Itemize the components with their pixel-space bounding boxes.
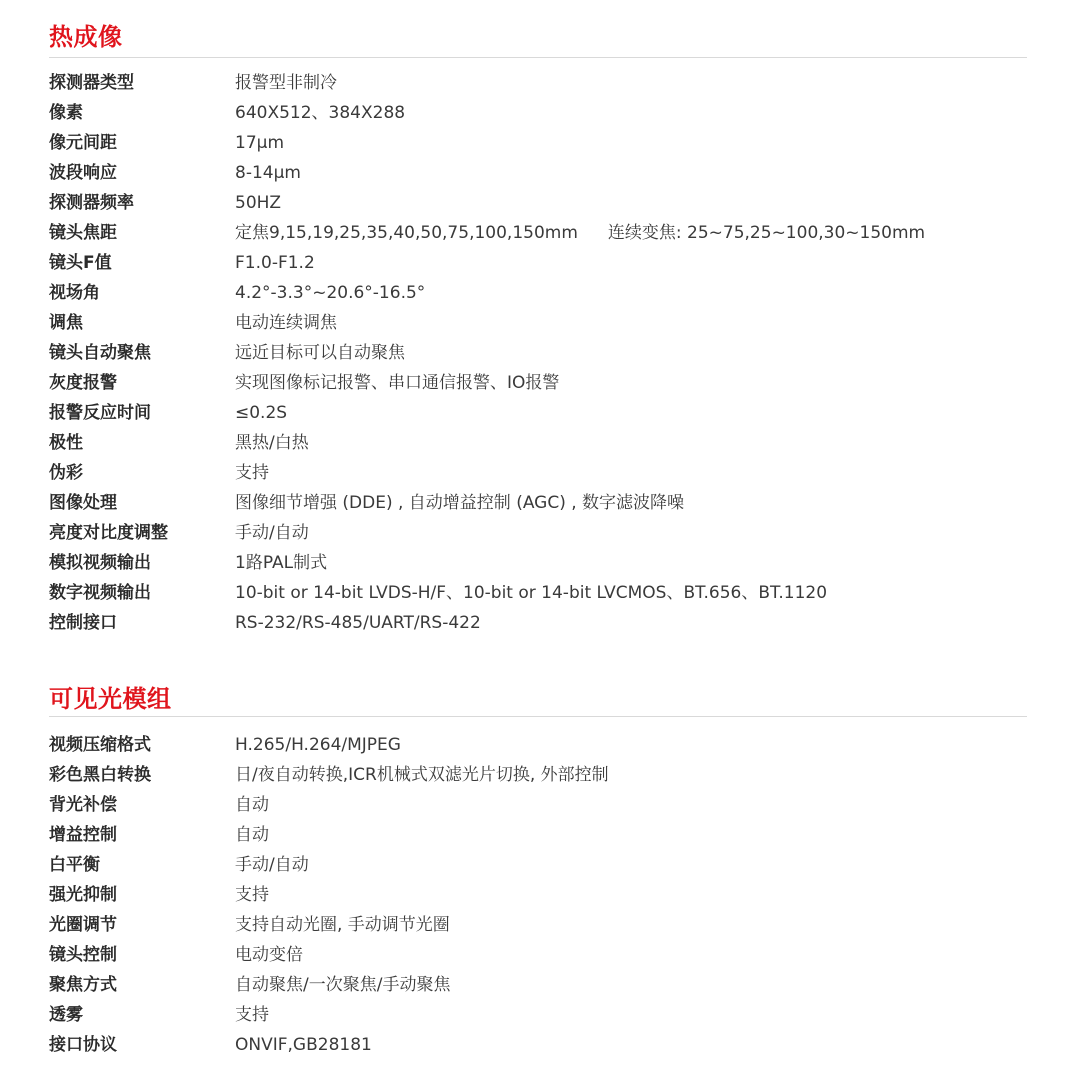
spec-value: H.265/H.264/MJPEG <box>235 735 401 755</box>
spec-label: 探测器频率 <box>49 193 134 213</box>
spec-row <box>49 608 1027 638</box>
spec-row <box>49 368 1027 398</box>
spec-row <box>49 68 1027 98</box>
spec-row <box>49 910 1027 940</box>
spec-value-fixed-focus: 定焦9,15,19,25,35,40,50,75,100,150mm <box>235 223 578 243</box>
spec-value: 黑热/白热 <box>235 433 309 453</box>
spec-row <box>49 248 1027 278</box>
spec-value: 50HZ <box>235 193 282 213</box>
spec-label: 亮度对比度调整 <box>49 523 168 543</box>
spec-value: 支持 <box>235 885 269 905</box>
spec-label: 调焦 <box>49 313 83 333</box>
spec-label: 强光抑制 <box>49 885 117 905</box>
thermal-section-title: 热成像 <box>49 23 123 51</box>
spec-row <box>49 730 1027 760</box>
spec-value: 自动 <box>235 825 269 845</box>
spec-label: 镜头焦距 <box>49 223 117 243</box>
visible-light-spec-table <box>49 730 1027 1060</box>
spec-row <box>49 158 1027 188</box>
spec-row <box>49 488 1027 518</box>
spec-value <box>235 218 925 248</box>
spec-label: 模拟视频输出 <box>49 553 151 573</box>
spec-label: 探测器类型 <box>49 73 134 93</box>
spec-row <box>49 278 1027 308</box>
spec-value: 10-bit or 14-bit LVDS-H/F、10-bit or 14-bit LVCMOS、BT.656、BT.1120 <box>235 583 828 603</box>
spec-value: 1路PAL制式 <box>235 553 328 573</box>
spec-row <box>49 308 1027 338</box>
spec-row <box>49 338 1027 368</box>
spec-label: 灰度报警 <box>49 373 117 393</box>
spec-value: 8-14μm <box>235 163 301 183</box>
spec-value: 手动/自动 <box>235 523 309 543</box>
spec-label: 接口协议 <box>49 1035 117 1055</box>
spec-label: 报警反应时间 <box>49 403 151 423</box>
spec-row <box>49 790 1027 820</box>
spec-value: 自动 <box>235 795 269 815</box>
spec-label: 彩色黑白转换 <box>49 765 151 785</box>
spec-label: 波段响应 <box>49 163 117 183</box>
spec-label: 视频压缩格式 <box>49 735 151 755</box>
spec-label: 伪彩 <box>49 463 83 483</box>
spec-value: 支持 <box>235 1005 269 1025</box>
spec-value: F1.0-F1.2 <box>235 253 315 273</box>
spec-label: 控制接口 <box>49 613 117 633</box>
spec-value: 自动聚焦/一次聚焦/手动聚焦 <box>235 975 451 995</box>
visible-light-section-title: 可见光模组 <box>49 685 172 713</box>
spec-value-zoom-focus: 连续变焦: 25~75,25~100,30~150mm <box>607 223 926 243</box>
spec-value: ≤0.2S <box>235 403 288 423</box>
spec-row <box>49 548 1027 578</box>
spec-row <box>49 218 1027 248</box>
spec-row <box>49 1000 1027 1030</box>
spec-value: 图像细节增强 (DDE) , 自动增益控制 (AGC) , 数字滤波降噪 <box>235 493 685 513</box>
spec-label: 白平衡 <box>49 855 100 875</box>
spec-label: 背光补偿 <box>49 795 117 815</box>
spec-row <box>49 398 1027 428</box>
spec-row <box>49 188 1027 218</box>
spec-label: 镜头F值 <box>49 253 112 273</box>
spec-row <box>49 850 1027 880</box>
spec-row <box>49 578 1027 608</box>
visible-light-section-divider <box>49 716 1027 717</box>
spec-label: 聚焦方式 <box>49 975 117 995</box>
spec-label: 极性 <box>49 433 83 453</box>
spec-row <box>49 128 1027 158</box>
spec-value: 电动连续调焦 <box>235 313 337 333</box>
spec-label: 像元间距 <box>49 133 117 153</box>
spec-label: 透雾 <box>49 1005 83 1025</box>
spec-value: 远近目标可以自动聚焦 <box>235 343 405 363</box>
spec-label: 镜头自动聚焦 <box>49 343 151 363</box>
spec-row <box>49 98 1027 128</box>
spec-label: 增益控制 <box>49 825 117 845</box>
spec-row <box>49 518 1027 548</box>
spec-value: 电动变倍 <box>235 945 303 965</box>
spec-label: 视场角 <box>49 283 100 303</box>
spec-row <box>49 880 1027 910</box>
spec-row <box>49 940 1027 970</box>
spec-label: 数字视频输出 <box>49 583 151 603</box>
spec-row <box>49 820 1027 850</box>
spec-value: ONVIF,GB28181 <box>235 1035 372 1055</box>
spec-value: 17μm <box>235 133 285 153</box>
spec-value: 640X512、384X288 <box>235 103 406 123</box>
spec-value: 4.2°-3.3°~20.6°-16.5° <box>235 283 426 303</box>
spec-row <box>49 970 1027 1000</box>
spec-value: 手动/自动 <box>235 855 309 875</box>
spec-row <box>49 1030 1027 1060</box>
spec-value: 报警型非制冷 <box>235 73 337 93</box>
spec-label: 图像处理 <box>49 493 117 513</box>
spec-label: 像素 <box>49 103 83 123</box>
spec-row <box>49 760 1027 790</box>
spec-row <box>49 458 1027 488</box>
spec-value: 实现图像标记报警、串口通信报警、IO报警 <box>235 373 560 393</box>
spec-row <box>49 428 1027 458</box>
spec-value: 日/夜自动转换,ICR机械式双滤光片切换, 外部控制 <box>235 765 609 785</box>
thermal-section-divider <box>49 57 1027 58</box>
spec-label: 光圈调节 <box>49 915 117 935</box>
spec-value: 支持 <box>235 463 269 483</box>
thermal-spec-table <box>49 68 1027 638</box>
spec-value: 支持自动光圈, 手动调节光圈 <box>235 915 450 935</box>
spec-value: RS-232/RS-485/UART/RS-422 <box>235 613 481 633</box>
spec-label: 镜头控制 <box>49 945 117 965</box>
